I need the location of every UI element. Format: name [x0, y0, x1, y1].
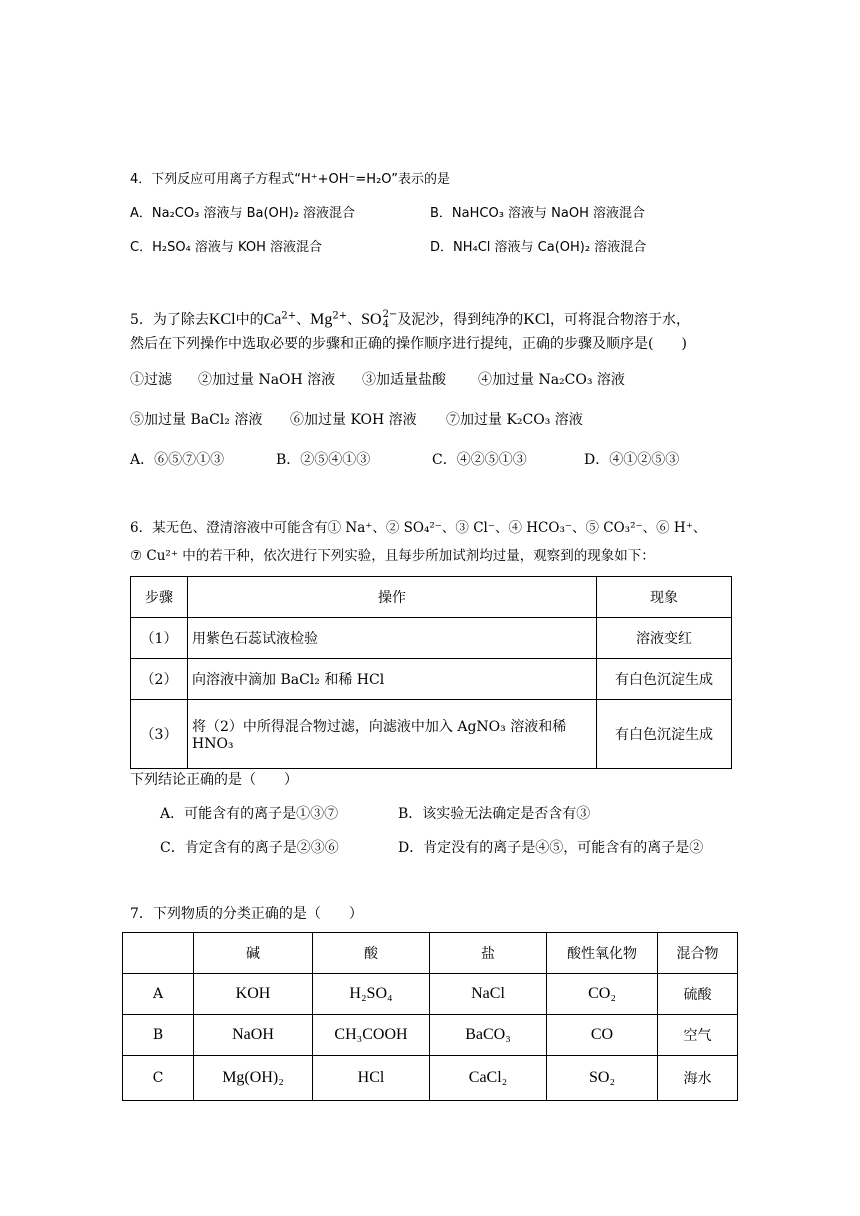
- q6-step-cell: （1）: [131, 618, 188, 659]
- q5-so4-charge: 2−: [382, 309, 398, 320]
- q4-option-c: C．H₂SO₄ 溶液与 KOH 溶液混合: [130, 240, 322, 255]
- q5-op-5: ⑤加过量 BaCl₂ 溶液: [130, 412, 263, 428]
- table-row: [131, 618, 732, 659]
- q7-header-cell: 盐: [430, 933, 547, 974]
- table-row: [123, 933, 738, 974]
- q4-option-b: B．NaHCO₃ 溶液与 NaOH 溶液混合: [430, 206, 646, 221]
- q7-stem: 7．下列物质的分类正确的是（ ）: [130, 906, 363, 922]
- q7-header-cell: 混合物: [658, 933, 738, 974]
- q6-stem-line1: 6．某无色、澄清溶液中可能含有① Na⁺、② SO₄²⁻、③ Cl⁻、④ HCO₃⁻、⑤ CO₃²⁻、⑥ H⁺、: [130, 520, 707, 536]
- q5-mg-charge: 2+: [332, 310, 348, 322]
- q5-text: ，可将混合物溶于水，: [549, 312, 690, 328]
- q7-cell: NaOH: [194, 1015, 313, 1056]
- q5-chem-mg: Mg: [310, 311, 333, 328]
- q6-choice-d: D．肯定没有的离子是④⑤，可能含有的离子是②: [398, 840, 704, 856]
- q7-cell: CaCl₂: [430, 1056, 547, 1101]
- q7-header-cell: 酸: [313, 933, 430, 974]
- table-row: [123, 1056, 738, 1101]
- q7-cell: KOH: [194, 974, 313, 1015]
- q6-op-line2: HNO₃: [192, 736, 234, 752]
- q6-header-result: 现象: [597, 577, 732, 618]
- q7-row-label: C: [123, 1056, 194, 1101]
- q7-cell: 海水: [658, 1056, 738, 1101]
- q7-cell: NaCl: [430, 974, 547, 1015]
- q6-op-cell: 用紫色石蕊试液检验: [188, 618, 597, 659]
- q5-chem-kcl: KCl: [208, 311, 236, 328]
- q6-result-cell: 溶液变红: [597, 618, 732, 659]
- q5-choice-d: D．④①②⑤③: [584, 452, 680, 468]
- q6-step-cell: （3）: [131, 700, 188, 769]
- q7-cell: CO: [547, 1015, 658, 1056]
- q5-text: 、: [296, 312, 311, 328]
- q5-op-3: ③加适量盐酸: [362, 372, 446, 388]
- q6-header-op: 操作: [188, 577, 597, 618]
- q5-chem-so4: SO: [361, 311, 382, 328]
- q5-choice-a: A．⑥⑤⑦①③: [130, 452, 225, 468]
- table-row: [131, 659, 732, 700]
- q7-cell: Mg(OH)₂: [194, 1056, 313, 1101]
- q6-choice-a: A．可能含有的离子是①③⑦: [160, 806, 339, 822]
- q4-stem-prefix: 4．下列反应可用离子方程式: [130, 172, 295, 187]
- q5-so4-scripts: [383, 310, 398, 330]
- q5-op-7: ⑦加过量 K₂CO₃ 溶液: [446, 412, 583, 428]
- q5-op-4: ④加过量 Na₂CO₃ 溶液: [478, 372, 625, 388]
- q7-row-label: A: [123, 974, 194, 1015]
- q7-header-cell: 酸性氧化物: [547, 933, 658, 974]
- table-row: [123, 974, 738, 1015]
- q7-cell: BaCO₃: [430, 1015, 547, 1056]
- q6-result-cell: 有白色沉淀生成: [597, 659, 732, 700]
- q4-stem-suffix: 表示的是: [398, 172, 451, 187]
- q5-op-6: ⑥加过量 KOH 溶液: [290, 412, 417, 428]
- q7-header-cell: [123, 933, 194, 974]
- q4-option-a: A．Na₂CO₃ 溶液与 Ba(OH)₂ 溶液混合: [130, 206, 355, 221]
- q5-chem-kcl-2: KCl: [523, 311, 550, 328]
- q6-table: [130, 576, 732, 769]
- q5-text: 及泥沙，得到纯净的: [397, 312, 524, 328]
- q5-choice-b: B．②⑤④①③: [276, 452, 371, 468]
- q4-stem: [130, 170, 450, 190]
- q5-text: 5．为了除去: [130, 312, 209, 328]
- q6-stem-line2: ⑦ Cu²⁺ 中的若干种，依次进行下列实验，且每步所加试剂均过量，观察到的现象如下：: [130, 548, 655, 564]
- table-row: [123, 1015, 738, 1056]
- q4-stem-equation: “H⁺+OH⁻=H₂O”: [294, 172, 399, 187]
- q7-cell: 空气: [658, 1015, 738, 1056]
- table-row: [131, 577, 732, 618]
- q5-ca-charge: 2+: [281, 310, 297, 322]
- q5-stem-line1: [130, 310, 690, 330]
- table-row: [131, 700, 732, 769]
- q7-cell: CH₃COOH: [313, 1015, 430, 1056]
- q7-row-label: B: [123, 1015, 194, 1056]
- q5-chem-ca: Ca: [263, 311, 282, 328]
- q5-text: 中的: [235, 312, 264, 328]
- q6-conclusion: 下列结论正确的是（ ）: [130, 772, 298, 788]
- q6-op-line1: 将（2）中所得混合物过滤，向滤液中加入 AgNO₃ 溶液和稀: [192, 719, 567, 735]
- q6-op-cell: 向溶液中滴加 BaCl₂ 和稀 HCl: [188, 659, 597, 700]
- q6-choice-c: C．肯定含有的离子是②③⑥: [160, 840, 339, 856]
- q5-op-1: ①过滤: [130, 372, 172, 388]
- q7-cell: CO₂: [547, 974, 658, 1015]
- q7-header-cell: 碱: [194, 933, 313, 974]
- q7-table: [122, 932, 738, 1101]
- q6-choice-b: B．该实验无法确定是否含有③: [398, 806, 591, 822]
- q7-cell: 硫酸: [658, 974, 738, 1015]
- q5-so4-subscript: 4: [382, 319, 389, 330]
- q6-step-cell: （2）: [131, 659, 188, 700]
- q5-text: 、: [347, 312, 362, 328]
- q6-result-cell: 有白色沉淀生成: [597, 700, 732, 769]
- q7-cell: HCl: [313, 1056, 430, 1101]
- q7-cell: H₂SO₄: [313, 974, 430, 1015]
- q6-header-step: 步骤: [131, 577, 188, 618]
- q6-op-cell: [188, 700, 597, 769]
- q4-option-d: D．NH₄Cl 溶液与 Ca(OH)₂ 溶液混合: [430, 240, 647, 255]
- q7-cell: SO₂: [547, 1056, 658, 1101]
- q5-choice-c: C．④②⑤①③: [432, 452, 527, 468]
- q5-stem-line2: 然后在下列操作中选取必要的步骤和正确的操作顺序进行提纯，正确的步骤及顺序是( ): [130, 336, 687, 352]
- q5-op-2: ②加过量 NaOH 溶液: [198, 372, 336, 388]
